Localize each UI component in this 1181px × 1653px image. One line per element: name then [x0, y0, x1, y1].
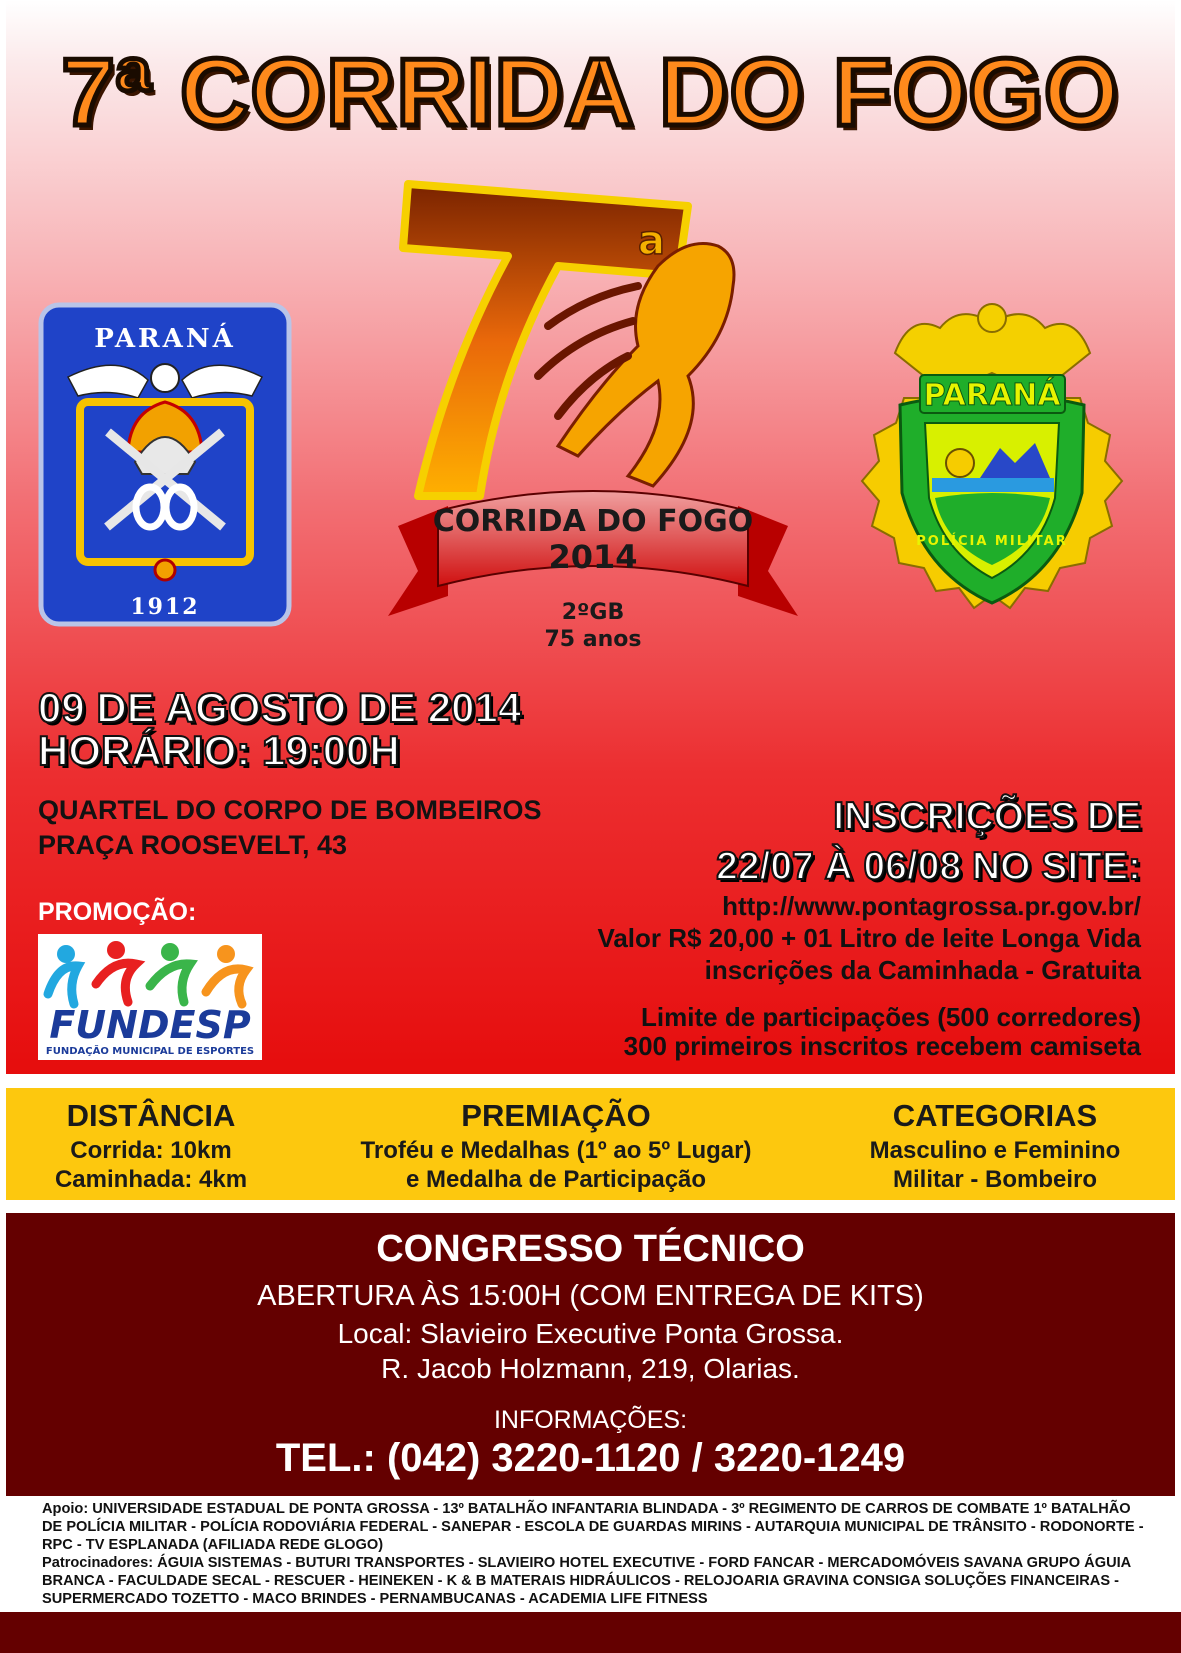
water-band — [932, 478, 1054, 492]
policia-militar-parana-emblem — [850, 283, 1135, 643]
congress-venue: Local: Slavieiro Executive Ponta Grossa. — [337, 1318, 844, 1349]
logo-banner-line1: CORRIDA DO FOGO — [432, 504, 754, 539]
congress-opening: ABERTURA ÀS 15:00H (COM ENTREGA DE KITS) — [257, 1280, 924, 1312]
sponsors-block — [42, 1554, 1152, 1608]
eagle-head-icon — [978, 304, 1006, 332]
registration-info — [597, 890, 1141, 986]
bottom-band — [0, 1612, 1181, 1653]
fundesp-logo-subtitle: FUNDAÇÃO MUNICIPAL DE ESPORTES — [45, 1046, 255, 1057]
fundesp-logo — [38, 934, 262, 1060]
fundesp-athletes-icon — [38, 934, 262, 1060]
distance-heading: DISTÂNCIA — [66, 1098, 236, 1133]
logo-ordinal: a — [638, 218, 665, 264]
registration-line1: INSCRIÇÕES DE — [833, 795, 1141, 838]
categories-line2: Militar - Bombeiro — [892, 1166, 1097, 1193]
logo-banner-line2: 2014 — [548, 538, 638, 576]
registration-line2: 22/07 À 06/08 NO SITE: — [716, 845, 1141, 888]
info-phone: TEL.: (042) 3220-1120 / 3220-1249 — [275, 1436, 906, 1480]
registration-url[interactable]: http://www.pontagrossa.pr.gov.br/ — [722, 891, 1141, 921]
info-label: INFORMAÇÕES: — [493, 1406, 688, 1434]
promotion-label: PROMOÇÃO: — [38, 898, 197, 926]
sun-icon — [946, 449, 974, 477]
fundesp-logo-name: FUNDESP — [49, 1003, 251, 1047]
categories-line1: Masculino e Feminino — [869, 1137, 1121, 1164]
registration-walk: inscrições da Caminhada - Gratuita — [704, 955, 1141, 985]
participation-limit — [624, 1003, 1141, 1061]
logo-unit: 2ºGB — [561, 600, 625, 625]
sponsors-label: Patrocinadores: — [42, 1555, 154, 1571]
supporters-list — [42, 1500, 1152, 1608]
event-time: HORÁRIO: 19:00H — [38, 727, 400, 774]
sponsors-text: ÁGUIA SISTEMAS - BUTURI TRANSPORTES - SLAVIEIRO HOTEL EXECUTIVE - FORD FANCAR - MERCADOMÓVEIS SAVANA GRUPO ÁGUIA BRANCA - FACULDADE SECAL - RESCUER - HEINEKEN - K & B MATERAIS HIDRÁULICOS - RELOJOARIA GRAVINA CONSIGA SOLUÇÕES FINANCEIRAS - SUPERMERCADO TOZETTO - MACO BRINDES - PERNAMBUCANAS - ACADEMIA LIFE FITNESS — [42, 1555, 1131, 1607]
left-emblem-top-text: PARANÁ — [94, 324, 236, 354]
congress-heading: CONGRESSO TÉCNICO — [376, 1228, 805, 1270]
right-emblem-top-text: PARANÁ — [923, 378, 1061, 413]
left-emblem-year: 1912 — [130, 594, 200, 620]
event-date-time — [38, 686, 521, 772]
running-flame-figure-icon — [558, 244, 734, 487]
shirt-line: 300 primeiros inscritos recebem camiseta — [623, 1031, 1141, 1061]
support-label: Apoio: — [42, 1501, 89, 1517]
location-line2: PRAÇA ROOSEVELT, 43 — [38, 830, 348, 860]
hose-nozzle-icon — [155, 560, 175, 580]
distance-line2: Caminhada: 4km — [54, 1166, 248, 1193]
awards-heading: PREMIAÇÃO — [461, 1098, 651, 1133]
categories-heading: CATEGORIAS — [892, 1098, 1098, 1133]
location-line1: QUARTEL DO CORPO DE BOMBEIROS — [38, 795, 542, 825]
distance-line1: Corrida: 10km — [70, 1137, 232, 1164]
limit-line: Limite de participações (500 corredores) — [641, 1002, 1141, 1032]
corrida-do-fogo-logo — [388, 176, 798, 666]
poster-title: 7ª CORRIDA DO FOGO — [61, 39, 1120, 146]
awards-column — [308, 1096, 804, 1194]
congress-address: R. Jacob Holzmann, 219, Olarias. — [381, 1353, 800, 1384]
eagle-head-icon — [151, 364, 179, 392]
awards-line2: e Medalha de Participação — [405, 1166, 707, 1193]
bombeiros-parana-emblem — [38, 302, 292, 627]
registration-headline — [716, 792, 1141, 892]
support-text: UNIVERSIDADE ESTADUAL DE PONTA GROSSA - 13º BATALHÃO INFANTARIA BLINDADA - 3º REGIMENTO DE CARROS DE COMBATE 1º BATALHÃO DE POLÍCIA MILITAR - POLÍCIA RODOVIÁRIA FEDERAL - SANEPAR - ESCOLA DE GUARDAS MIRINS - AUTARQUIA MUNICIPAL DE TRÂNSITO - RODONORTE - RPC - TV ESPLANADA (AFILIADA REDE GLOGO) — [42, 1501, 1144, 1553]
registration-price: Valor R$ 20,00 + 01 Litro de leite Longa Vida — [597, 923, 1141, 953]
distance-column — [30, 1096, 272, 1194]
event-date: 09 DE AGOSTO DE 2014 — [38, 684, 522, 731]
support-block — [42, 1500, 1152, 1554]
categories-column — [840, 1096, 1150, 1194]
logo-anniversary: 75 anos — [544, 627, 642, 652]
right-emblem-ring-text: POLÍCIA MILITAR — [916, 534, 1068, 549]
awards-line1: Troféu e Medalhas (1º ao 5º Lugar) — [360, 1137, 752, 1164]
event-location — [38, 793, 542, 863]
